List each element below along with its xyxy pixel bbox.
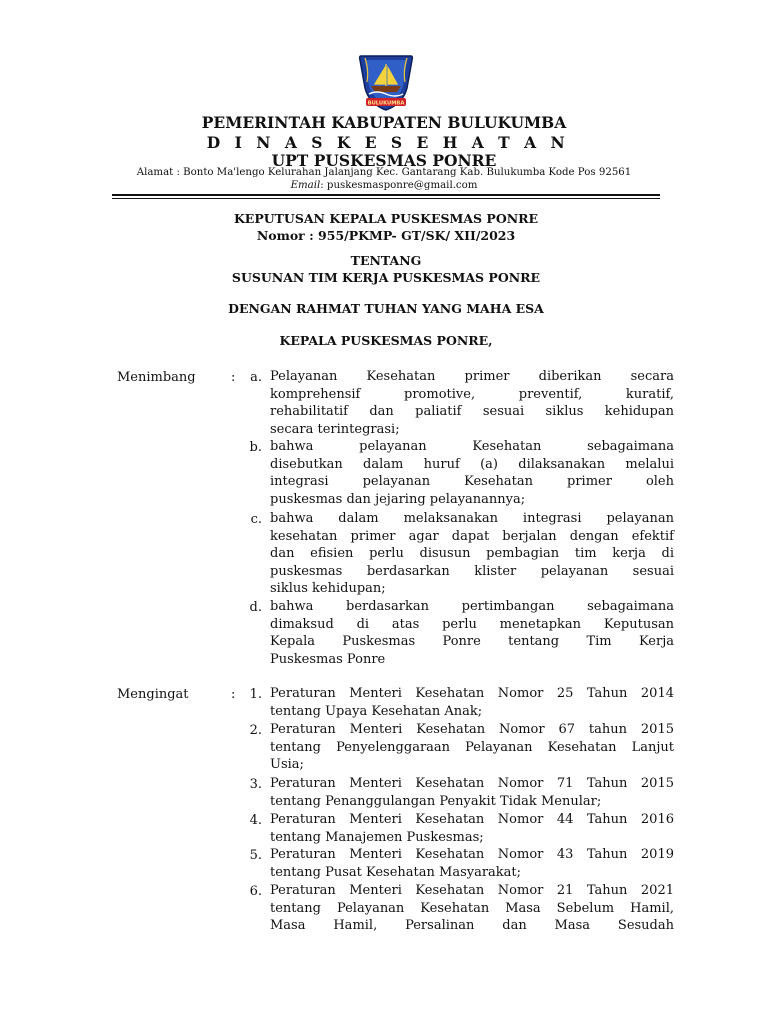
list-line: siklus kehidupan; (270, 581, 386, 597)
mengingat-colon: : (231, 687, 236, 702)
list-line: Usia; (270, 757, 304, 773)
list-line: Peraturan Menteri Kesehatan Nomor 21 Tahun 2021 (270, 883, 674, 898)
letterhead-agency: D I N A S K E S E H A T A N (206, 133, 570, 152)
list-line: tentang Manajemen Puskesmas; (270, 829, 484, 845)
head-title: KEPALA PUSKESMAS PONRE, (279, 333, 493, 348)
list-line: Peraturan Menteri Kesehatan Nomor 67 tahun 2015 (270, 722, 674, 737)
letterhead-rule-thick (112, 194, 660, 196)
list-line: Peraturan Menteri Kesehatan Nomor 43 Tahun 2019 (270, 847, 674, 862)
list-item-marker: 1. (249, 687, 262, 702)
list-item-marker: 6. (249, 884, 262, 899)
mengingat-label: Mengingat (117, 687, 189, 702)
list-line: Peraturan Menteri Kesehatan Nomor 71 Tahun 2015 (270, 776, 674, 791)
list-line: kesehatan primer agar dapat berjalan dengan efektif (270, 528, 674, 544)
letterhead-rule-thin (112, 198, 660, 199)
list-line: dimaksud di atas perlu menetapkan Keputusan (270, 616, 674, 632)
list-line: bahwa pelayanan Kesehatan sebagaimana (270, 439, 674, 454)
list-item-marker: 4. (249, 813, 262, 828)
list-item-marker: 3. (249, 777, 262, 792)
list-line: disebutkan dalam huruf (a) dilaksanakan melalui (270, 456, 674, 472)
decree-title: KEPUTUSAN KEPALA PUSKESMAS PONRE (233, 211, 539, 226)
list-line: Puskesmas Ponre (270, 651, 386, 667)
list-line: tentang Pelayanan Kesehatan Masa Sebelum Hamil, (270, 900, 674, 916)
list-item (270, 438, 674, 508)
list-line: bahwa dalam melaksanakan integrasi pelayanan (270, 511, 674, 526)
list-line: komprehensif promotive, preventif, kuratif, (270, 386, 674, 402)
list-line: bahwa berdasarkan pertimbangan sebagaimana (270, 599, 674, 614)
menimbang-colon: : (231, 370, 236, 385)
email-label: Email (290, 180, 321, 191)
letterhead-government: PEMERINTAH KABUPATEN BULUKUMBA (201, 113, 567, 132)
list-line: tentang Penanggulangan Penyakit Tidak Menular; (270, 793, 602, 809)
decree-subject: SUSUNAN TIM KERJA PUSKESMAS PONRE (231, 270, 541, 285)
list-line: Pelayanan Kesehatan primer diberikan secara (270, 369, 674, 384)
list-line: puskesmas dan jejaring pelayanannya; (270, 491, 526, 507)
list-line: tentang Pusat Kesehatan Masyarakat; (270, 864, 522, 880)
list-item-marker: 2. (249, 723, 262, 738)
list-line: secara terintegrasi; (270, 421, 400, 437)
blessing-line: DENGAN RAHMAT TUHAN YANG MAHA ESA (228, 301, 544, 316)
letterhead-unit: UPT PUSKESMAS PONRE (271, 151, 497, 170)
list-item (270, 721, 674, 774)
list-item-marker: d. (249, 600, 262, 615)
list-item (270, 598, 674, 668)
letterhead-address: Alamat : Bonto Ma'lengo Kelurahan Jalanjang Kec. Gantarang Kab. Bulukumba Kode Pos 92561 (136, 167, 632, 178)
list-line: rehabilitatif dan paliatif sesuai siklus kehidupan (270, 404, 674, 420)
list-item-marker: b. (249, 440, 262, 455)
email-value: : puskesmasponre@gmail.com (320, 180, 478, 191)
list-line: puskesmas berdasarkan klister pelayanan sesuai (270, 563, 674, 579)
list-line: dan efisien perlu disusun pembagian tim kerja di (270, 546, 674, 562)
list-line: tentang Penyelenggaraan Pelayanan Kesehatan Lanjut (270, 739, 674, 755)
list-line: integrasi pelayanan Kesehatan primer oleh (270, 474, 674, 490)
letterhead-email (0, 180, 768, 191)
list-item (270, 882, 674, 935)
list-item (270, 846, 674, 881)
bulukumba-regency-crest-icon (355, 52, 417, 112)
list-line: Kepala Puskesmas Ponre tentang Tim Kerja (270, 634, 674, 650)
list-item (270, 685, 674, 720)
list-item (270, 510, 674, 598)
list-line: Peraturan Menteri Kesehatan Nomor 25 Tahun 2014 (270, 686, 674, 701)
list-line: Peraturan Menteri Kesehatan Nomor 44 Tahun 2016 (270, 812, 674, 827)
list-item (270, 368, 674, 438)
list-item (270, 775, 674, 810)
decree-about: TENTANG (350, 253, 422, 268)
list-item-marker: a. (250, 370, 262, 385)
decree-number: Nomor : 955/PKMP- GT/SK/ XII/2023 (256, 228, 516, 243)
list-item-marker: c. (250, 512, 262, 527)
list-item (270, 811, 674, 846)
menimbang-label: Menimbang (117, 370, 196, 385)
list-line: tentang Upaya Kesehatan Anak; (270, 703, 483, 719)
list-line: Masa Hamil, Persalinan dan Masa Sesudah (270, 918, 674, 934)
crest-ribbon-text: BULUKUMBA (367, 100, 405, 107)
list-item-marker: 5. (249, 848, 262, 863)
